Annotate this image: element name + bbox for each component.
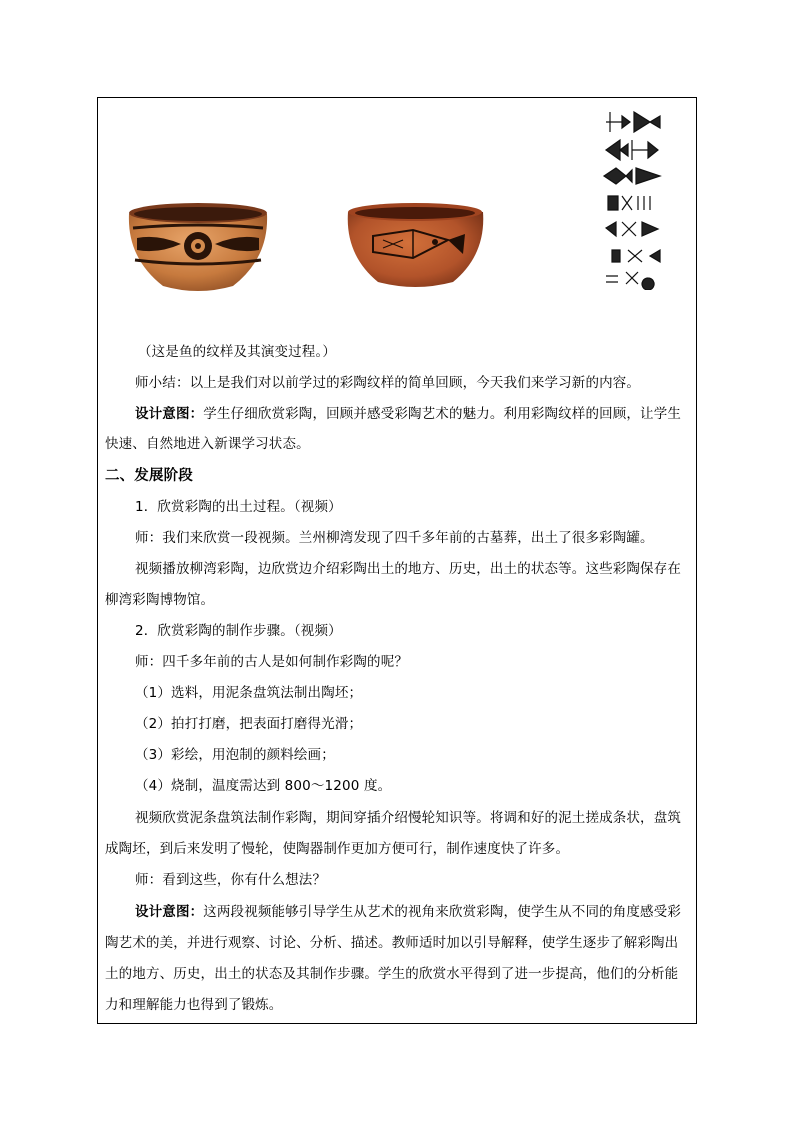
design-intent-2-line-1: 设计意图：这两段视频能够引导学生从艺术的视角来欣赏彩陶，使学生从不同的角度感受彩: [135, 904, 681, 920]
video-2-line-1: 视频欣赏泥条盘筑法制作彩陶，期间穿插介绍慢轮知识等。将调和好的泥土搓成条状，盘筑: [135, 810, 681, 826]
step-2: （2）拍打打磨，把表面打磨得光滑；: [135, 716, 363, 732]
video-1-line-2: 柳湾彩陶博物馆。: [105, 592, 215, 608]
step-4: （4）烧制，温度需达到 800～1200 度。: [135, 778, 392, 794]
content-table-cell: [97, 97, 697, 1024]
painted-pottery-bowl-image-2: [343, 200, 488, 292]
teacher-line-3: 师：看到这些，你有什么想法？: [135, 872, 327, 888]
step-3: （3）彩绘，用泡制的颜料绘画；: [135, 747, 335, 763]
section-2-heading: 二、发展阶段: [105, 468, 193, 484]
design-intent-1-line-2: 快速、自然地进入新课学习状态。: [105, 436, 310, 452]
design-intent-2-line-3: 土的地方、历史，出土的状态及其制作步骤。学生的欣赏水平得到了进一步提高，他们的分析能: [105, 966, 679, 982]
painted-pottery-bowl-image-1: [123, 198, 273, 298]
step-1: （1）选料，用泥条盘筑法制出陶坯；: [135, 685, 363, 701]
teacher-summary: 师小结：以上是我们对以前学过的彩陶纹样的简单回顾，今天我们来学习新的内容。: [135, 375, 641, 391]
video-2-line-2: 成陶坯，到后来发明了慢轮，使陶器制作更加方便可行，制作速度快了许多。: [105, 841, 570, 857]
item-2-heading: 2．欣赏彩陶的制作步骤。（视频）: [135, 623, 342, 639]
video-1-line-1: 视频播放柳湾彩陶，边欣赏边介绍彩陶出土的地方、历史，出土的状态等。这些彩陶保存在: [135, 561, 681, 577]
design-intent-label: 设计意图：: [135, 406, 204, 422]
design-intent-2-line-2: 陶艺术的美，并进行观察、讨论、分析、描述。教师适时加以引导解释，使学生逐步了解彩陶出: [105, 935, 679, 951]
fish-pattern-evolution-image: [598, 110, 676, 290]
teacher-line-1: 师：我们来欣赏一段视频。兰州柳湾发现了四千多年前的古墓葬，出土了很多彩陶罐。: [135, 530, 654, 546]
teacher-line-2: 师：四千多年前的古人是如何制作彩陶的呢？: [135, 654, 408, 670]
design-intent-label: 设计意图：: [135, 904, 204, 920]
design-intent-1-line-1: 设计意图：学生仔细欣赏彩陶，回顾并感受彩陶艺术的魅力。利用彩陶纹样的回顾，让学生: [135, 406, 681, 422]
image-caption: （这是鱼的纹样及其演变过程。）: [138, 344, 336, 360]
design-intent-2-line-4: 力和理解能力也得到了锻炼。: [105, 997, 283, 1013]
item-1-heading: 1．欣赏彩陶的出土过程。（视频）: [135, 499, 342, 515]
